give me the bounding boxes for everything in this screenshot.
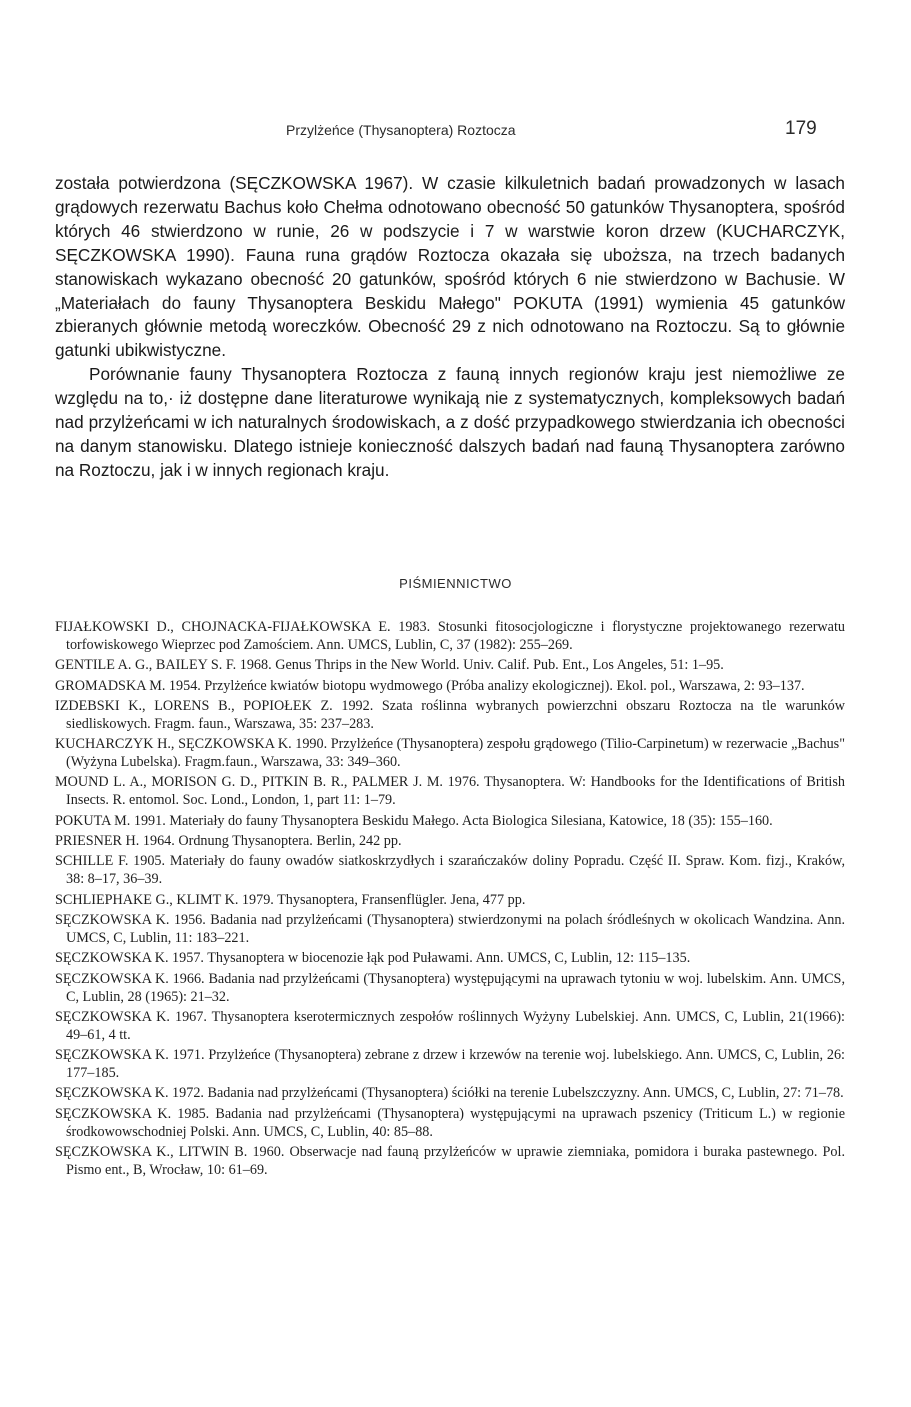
reference-item: MOUND L. A., MORISON G. D., PITKIN B. R., PALMER J. M. 1976. Thysanoptera. W: Handbooks for the Identifications of British Insects. R. entomol. Soc. Lond., London, 1, part 11: 1–79. [55, 774, 845, 809]
paragraph: Porównanie fauny Thysanoptera Roztocza z fauną innych regionów kraju jest niemożliwe ze względu na to,· iż dostępne dane literaturowe wynikają nie z systematycznych, kompleksowych badań nad przylżeńcami w ich naturalnych środowiskach, a z dość przypadkowego stwierdzania ich obecności na danym stanowisku. Dlatego istnieje konieczność dalszych badań nad fauną Thysanoptera zarówno na Roztoczu, jak i w innych regionach kraju. [55, 364, 845, 480]
paragraph: została potwierdzona (SĘCZKOWSKA 1967). W czasie kilkuletnich badań prowadzonych w lasach grądowych rezerwatu Bachus koło Chełma odnotowano obecność 50 gatunków Thysanoptera, spośród których 46 stwierdzono w runie, 26 w podszycie i 7 w warstwie koron drzew (KUCHARCZYK, SĘCZKOWSKA 1990). Fauna runa grądów Roztocza okazała się uboższa, na trzech badanych stanowiskach wykazano obecność 20 gatunków, spośród których 6 nie stwierdzono w Bachusie. W „Materiałach do fauny Thysanoptera Beskidu Małego" POKUTA (1991) wymienia 45 gatunków zbieranych głównie metodą woreczków. Obecność 29 z nich odnotowano na Roztoczu. Są to głównie gatunki ubikwistyczne. [55, 173, 845, 361]
references-heading: PIŚMIENNICTWO [399, 576, 512, 591]
reference-item: SĘCZKOWSKA K. 1966. Badania nad przylżeńcami (Thysanoptera) występującymi na uprawach tytoniu w woj. lubelskim. Ann. UMCS, C, Lublin, 28 (1965): 21–32. [55, 970, 845, 1005]
page-number: 179 [785, 118, 817, 139]
references-list [55, 618, 845, 1181]
running-title: Przylżeńce (Thysanoptera) Roztocza [286, 122, 516, 138]
reference-item: GROMADSKA M. 1954. Przylżeńce kwiatów biotopu wydmowego (Próba analizy ekologicznej). Ekol. pol., Warszawa, 2: 93–137. [55, 677, 805, 694]
reference-item: IZDEBSKI K., LORENS B., POPIOŁEK Z. 1992. Szata roślinna wybranych powierzchni obszaru Roztocza na tle warunków siedliskowych. Fragm. faun., Warszawa, 35: 237–283. [55, 697, 845, 732]
reference-item: POKUTA M. 1991. Materiały do fauny Thysanoptera Beskidu Małego. Acta Biologica Silesiana, Katowice, 18 (35): 155–160. [55, 812, 773, 829]
reference-item: SĘCZKOWSKA K. 1985. Badania nad przylżeńcami (Thysanoptera) występującymi na uprawach pszenicy (Triticum L.) w regionie środkowowschodniej Polski. Ann. UMCS, C, Lublin, 40: 85–88. [55, 1105, 845, 1140]
reference-item: SĘCZKOWSKA K. 1971. Przylżeńce (Thysanoptera) zebrane z drzew i krzewów na terenie woj. lubelskiego. Ann. UMCS, C, Lublin, 26: 177–185. [55, 1047, 845, 1082]
reference-item: KUCHARCZYK H., SĘCZKOWSKA K. 1990. Przylżeńce (Thysanoptera) zespołu grądowego (Tilio-Carpinetum) w rezerwacie „Bachus" (Wyżyna Lubelska). Fragm.faun., Warszawa, 33: 349–360. [55, 736, 845, 771]
reference-item: FIJAŁKOWSKI D., CHOJNACKA-FIJAŁKOWSKA E. 1983. Stosunki fitosocjologiczne i florystyczne projektowanego rezerwatu torfowiskowego Wieprzec pod Zamościem. Ann. UMCS, Lublin, C, 37 (1982): 255–269. [55, 619, 845, 653]
reference-item: SĘCZKOWSKA K. 1972. Badania nad przylżeńcami (Thysanoptera) ściółki na terenie Lubelszczyzny. Ann. UMCS, C, Lublin, 27: 71–78. [55, 1085, 844, 1102]
reference-item: PRIESNER H. 1964. Ordnung Thysanoptera. Berlin, 242 pp. [55, 833, 402, 850]
reference-item: SCHILLE F. 1905. Materiały do fauny owadów siatkoskrzydłych i szarańczaków doliny Popradu. Część II. Spraw. Kom. fizj., Kraków, 38: 8–17, 36–39. [55, 853, 845, 888]
reference-item: SĘCZKOWSKA K. 1956. Badania nad przylżeńcami (Thysanoptera) stwierdzonymi na polach śródleśnych w okolicach Wandzina. Ann. UMCS, C, Lublin, 11: 183–221. [55, 911, 845, 946]
reference-item: GENTILE A. G., BAILEY S. F. 1968. Genus Thrips in the New World. Univ. Calif. Pub. Ent., Los Angeles, 51: 1–95. [55, 657, 724, 674]
reference-item: SCHLIEPHAKE G., KLIMT K. 1979. Thysanoptera, Fransenflügler. Jena, 477 pp. [55, 891, 526, 908]
reference-item: SĘCZKOWSKA K. 1967. Thysanoptera kserotermicznych zespołów roślinnych Wyżyny Lubelskiej. Ann. UMCS, C, Lublin, 21(1966): 49–61, 4 tt. [55, 1008, 845, 1043]
body-text [55, 172, 845, 483]
reference-item: SĘCZKOWSKA K., LITWIN B. 1960. Obserwacje nad fauną przylżeńców w uprawie ziemniaka, pomidora i buraka pastewnego. Pol. Pismo ent., B, Wrocław, 10: 61–69. [55, 1144, 845, 1179]
reference-item: SĘCZKOWSKA K. 1957. Thysanoptera w biocenozie łąk pod Puławami. Ann. UMCS, C, Lublin, 12: 115–135. [55, 950, 691, 967]
